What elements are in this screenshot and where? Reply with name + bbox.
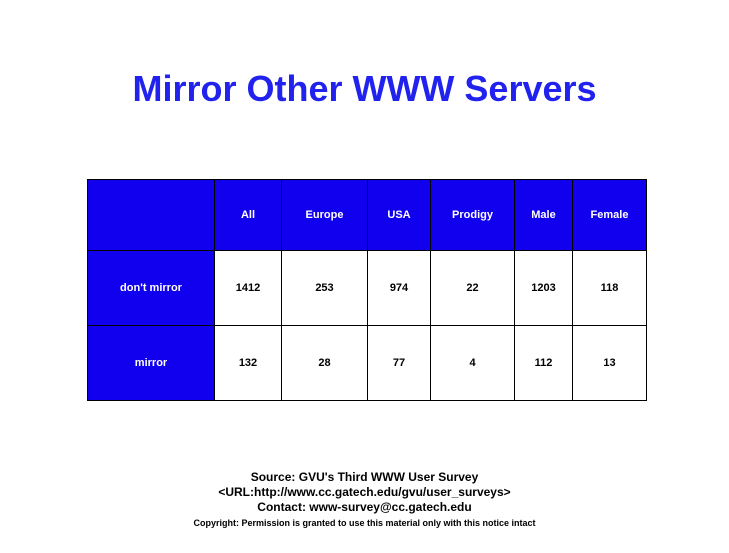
column-header-europe: Europe xyxy=(282,180,368,251)
column-header-prodigy: Prodigy xyxy=(431,180,515,251)
row-header-mirror: mirror xyxy=(88,326,215,401)
cell-dont-mirror-female: 118 xyxy=(573,251,647,326)
cell-dont-mirror-europe: 253 xyxy=(282,251,368,326)
cell-dont-mirror-male: 1203 xyxy=(515,251,573,326)
column-header-usa: USA xyxy=(368,180,431,251)
cell-dont-mirror-usa: 974 xyxy=(368,251,431,326)
cell-mirror-all: 132 xyxy=(215,326,282,401)
footer-source: Source: GVU's Third WWW User Survey xyxy=(250,470,479,484)
table-header-row xyxy=(88,180,647,251)
table-corner-cell xyxy=(88,180,215,251)
cell-dont-mirror-all: 1412 xyxy=(215,251,282,326)
cell-mirror-male: 112 xyxy=(515,326,573,401)
footer-url: <URL:http://www.cc.gatech.edu/gvu/user_surveys> xyxy=(218,485,511,499)
column-header-female: Female xyxy=(573,180,647,251)
cell-mirror-usa: 77 xyxy=(368,326,431,401)
survey-table xyxy=(87,179,647,401)
table-row xyxy=(88,251,647,326)
footer-contact: Contact: www-survey@cc.gatech.edu xyxy=(257,500,472,514)
cell-dont-mirror-prodigy: 22 xyxy=(431,251,515,326)
column-header-all: All xyxy=(215,180,282,251)
column-header-male: Male xyxy=(515,180,573,251)
cell-mirror-europe: 28 xyxy=(282,326,368,401)
survey-table-container xyxy=(87,179,629,401)
page-title: Mirror Other WWW Servers xyxy=(132,68,597,109)
cell-mirror-prodigy: 4 xyxy=(431,326,515,401)
footer-copyright: Copyright: Permission is granted to use this material only with this notice intact xyxy=(193,518,536,528)
table-row xyxy=(88,326,647,401)
cell-mirror-female: 13 xyxy=(573,326,647,401)
row-header-dont-mirror: don't mirror xyxy=(88,251,215,326)
slide-footer xyxy=(0,470,729,530)
